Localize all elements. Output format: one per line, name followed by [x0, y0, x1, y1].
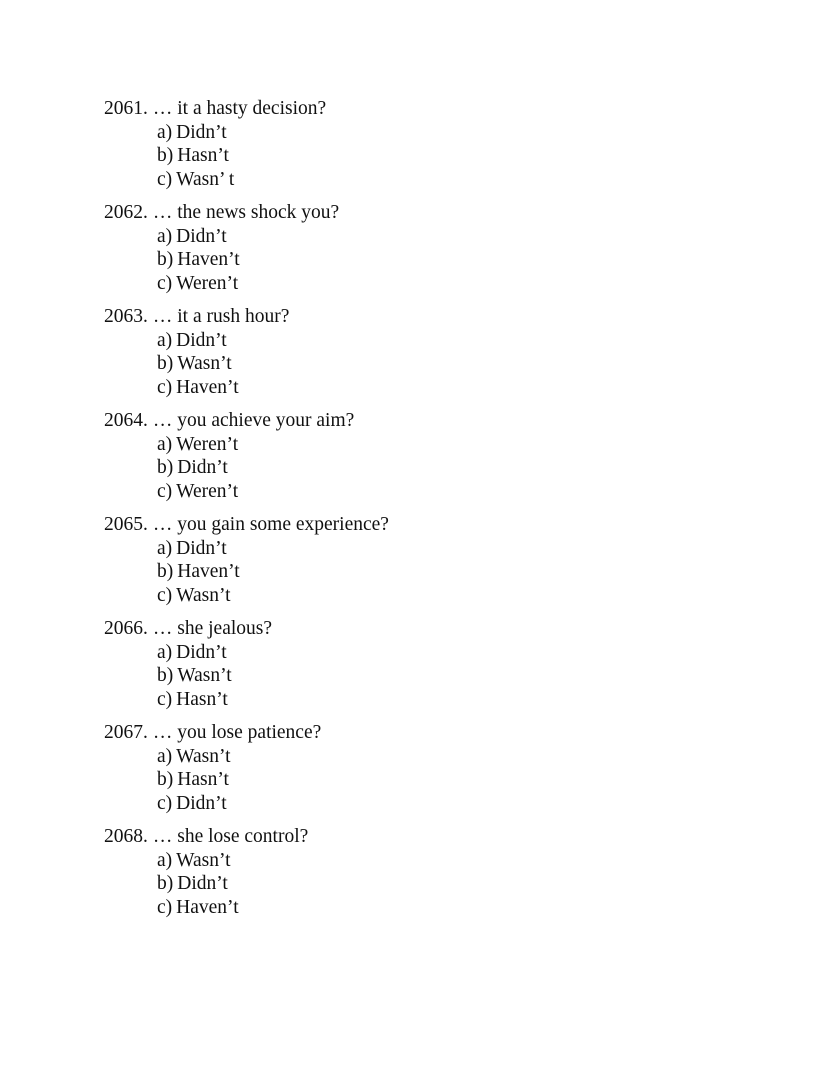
- option-item: [157, 329, 704, 353]
- option-item: [157, 376, 704, 400]
- question-number: 2064.: [104, 410, 148, 431]
- question-line: [104, 513, 704, 537]
- option-text: Didn’t: [176, 641, 227, 663]
- question-line: [104, 97, 704, 121]
- option-letter: b): [157, 769, 174, 790]
- option-letter: c): [157, 688, 173, 710]
- option-list: [104, 121, 704, 192]
- option-item: [157, 144, 704, 168]
- question-item: [104, 305, 704, 399]
- option-letter: c): [157, 792, 173, 814]
- option-item: [157, 768, 704, 792]
- option-text: Hasn’t: [176, 688, 228, 710]
- question-text: … you gain some experience?: [152, 514, 389, 535]
- question-number: 2062.: [104, 202, 148, 223]
- option-letter: a): [157, 537, 173, 559]
- option-letter: a): [157, 121, 173, 143]
- option-item: [157, 456, 704, 480]
- option-letter: a): [157, 433, 173, 455]
- question-list: [104, 97, 704, 929]
- option-text: Didn’t: [176, 121, 227, 143]
- question-number: 2061.: [104, 98, 148, 119]
- option-item: [157, 121, 704, 145]
- option-item: [157, 792, 704, 816]
- option-text: Didn’t: [176, 225, 227, 247]
- option-letter: a): [157, 329, 173, 351]
- option-letter: a): [157, 225, 173, 247]
- question-line: [104, 617, 704, 641]
- option-item: [157, 272, 704, 296]
- question-item: [104, 513, 704, 607]
- option-list: [104, 225, 704, 296]
- option-list: [104, 433, 704, 504]
- option-item: [157, 872, 704, 896]
- option-text: Didn’t: [176, 329, 227, 351]
- option-letter: b): [157, 249, 174, 270]
- option-item: [157, 584, 704, 608]
- option-text: Haven’t: [176, 376, 239, 398]
- option-item: [157, 225, 704, 249]
- question-text: … she lose control?: [152, 826, 309, 847]
- question-number: 2066.: [104, 618, 148, 639]
- option-list: [104, 849, 704, 920]
- option-text: Haven’t: [176, 896, 239, 918]
- question-line: [104, 721, 704, 745]
- option-letter: b): [157, 665, 174, 686]
- option-text: Wasn’ t: [176, 168, 235, 190]
- question-number: 2065.: [104, 514, 148, 535]
- question-item: [104, 97, 704, 191]
- option-text: Haven’t: [177, 561, 240, 582]
- option-item: [157, 352, 704, 376]
- option-text: Didn’t: [177, 457, 228, 478]
- question-text: … you lose patience?: [152, 722, 322, 743]
- option-item: [157, 433, 704, 457]
- question-line: [104, 201, 704, 225]
- question-text: … it a rush hour?: [152, 306, 290, 327]
- option-letter: b): [157, 457, 174, 478]
- option-letter: c): [157, 584, 173, 606]
- option-item: [157, 849, 704, 873]
- option-text: Weren’t: [176, 433, 239, 455]
- option-letter: b): [157, 145, 174, 166]
- option-text: Didn’t: [177, 873, 228, 894]
- option-text: Weren’t: [176, 480, 239, 502]
- option-letter: c): [157, 376, 173, 398]
- question-number: 2067.: [104, 722, 148, 743]
- question-text: … the news shock you?: [152, 202, 340, 223]
- option-letter: a): [157, 745, 173, 767]
- question-item: [104, 201, 704, 295]
- question-item: [104, 617, 704, 711]
- option-item: [157, 480, 704, 504]
- question-number: 2063.: [104, 306, 148, 327]
- option-list: [104, 537, 704, 608]
- option-item: [157, 745, 704, 769]
- option-text: Wasn’t: [176, 849, 231, 871]
- option-text: Didn’t: [176, 792, 227, 814]
- option-item: [157, 664, 704, 688]
- option-text: Wasn’t: [177, 353, 232, 374]
- question-item: [104, 825, 704, 919]
- option-text: Haven’t: [177, 249, 240, 270]
- option-letter: b): [157, 353, 174, 374]
- option-item: [157, 168, 704, 192]
- option-text: Wasn’t: [176, 584, 231, 606]
- question-number: 2068.: [104, 826, 148, 847]
- option-item: [157, 641, 704, 665]
- option-item: [157, 248, 704, 272]
- option-text: Didn’t: [176, 537, 227, 559]
- option-item: [157, 537, 704, 561]
- question-item: [104, 721, 704, 815]
- option-letter: a): [157, 849, 173, 871]
- option-letter: c): [157, 896, 173, 918]
- option-letter: c): [157, 272, 173, 294]
- question-line: [104, 305, 704, 329]
- option-letter: a): [157, 641, 173, 663]
- option-letter: c): [157, 480, 173, 502]
- option-text: Hasn’t: [177, 769, 229, 790]
- option-letter: b): [157, 561, 174, 582]
- option-item: [157, 560, 704, 584]
- option-text: Hasn’t: [177, 145, 229, 166]
- question-line: [104, 825, 704, 849]
- question-line: [104, 409, 704, 433]
- question-item: [104, 409, 704, 503]
- question-text: … it a hasty decision?: [152, 98, 327, 119]
- option-item: [157, 688, 704, 712]
- option-letter: b): [157, 873, 174, 894]
- option-letter: c): [157, 168, 173, 190]
- option-list: [104, 745, 704, 816]
- option-text: Weren’t: [176, 272, 239, 294]
- option-text: Wasn’t: [177, 665, 232, 686]
- question-text: … she jealous?: [152, 618, 273, 639]
- question-text: … you achieve your aim?: [152, 410, 355, 431]
- option-text: Wasn’t: [176, 745, 231, 767]
- option-list: [104, 329, 704, 400]
- option-list: [104, 641, 704, 712]
- option-item: [157, 896, 704, 920]
